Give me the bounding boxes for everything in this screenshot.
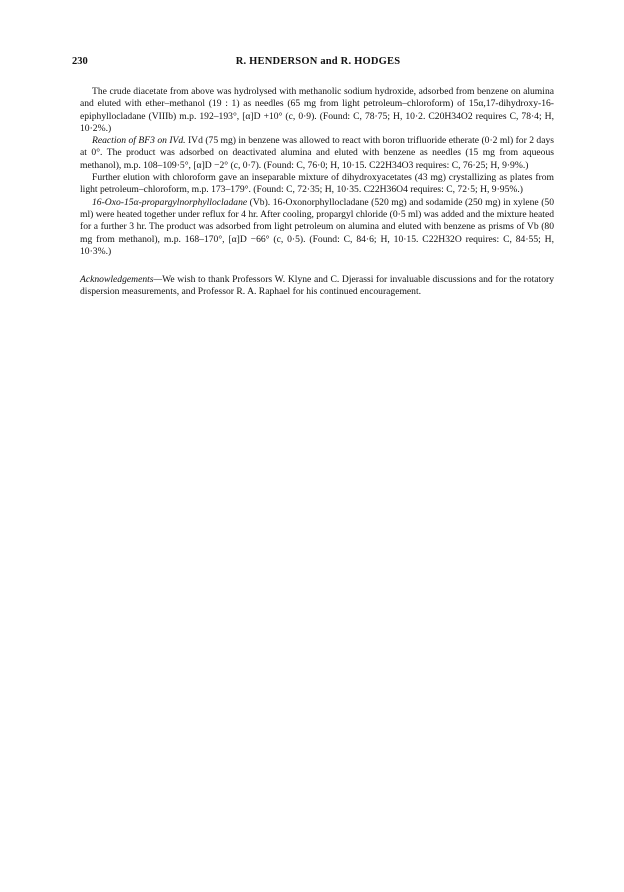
paragraph-hydrolysis: [80, 86, 554, 135]
paragraph-text: The crude diacetate from above was hydrolysed with methanolic sodium hydroxide, adsorbed from benzene on alumina and eluted with ether–methanol (19 : 1) as needles (65 mg from light petroleum–chloroform) of 15α,17-dihydroxy-16-epiphyllocladane (VIIIb) m.p. 192–193°, [α]D +10° (c, 0·9). (Found: C, 78·75; H, 10·2. C20H34O2 requires C, 78·4; H, 10·2%.): [80, 86, 554, 134]
paragraph-further-elution: [80, 172, 554, 197]
running-title: R. HENDERSON and R. HODGES: [235, 56, 401, 67]
running-head: [72, 56, 564, 70]
acknowledgements-lead: Acknowledgements—: [80, 274, 163, 286]
page-number: 230: [72, 56, 88, 67]
paragraph-propargyl: [80, 197, 554, 258]
article-body: [80, 86, 554, 299]
paragraph-lead: Reaction of BF3 on IVd.: [92, 135, 186, 147]
paragraph-text: IVd (75 mg) in benzene was allowed to react with boron trifluoride etherate (0·2 ml) for 2 days at 0°. The product was adsorbed on deactivated alumina and eluted with benzene as needles (15 mg from aqueous methanol), m.p. 108–109·5°, [α]D −2° (c, 0·7). (Found: C, 76·0; H, 10·15. C22H34O3 requires: C, 76·25; H, 9·9%.): [80, 135, 554, 171]
paragraph-text: (Vb). 16-Oxonorphyllocladane (520 mg) and sodamide (250 mg) in xylene (50 ml) were heated together under reflux for 4 hr. After cooling, propargyl chloride (0·5 ml) was added and the mixture heated for a further 3 hr. The product was adsorbed from light petroleum on alumina and eluted with benzene as prisms of Vb (80 mg from methanol), m.p. 168–170°, [α]D −66° (c, 0·5). (Found: C, 84·6; H, 10·15. C22H32O requires: C, 84·55; H, 10·3%.): [80, 196, 555, 257]
paragraph-text: Further elution with chloroform gave an inseparable mixture of dihydroxyacetates (43 mg) crystallizing as plates from light petroleum–chloroform, m.p. 173–179°. (Found: C, 72·35; H, 10·35. C22H36O4 requires: C, 72·5; H, 9·95%.): [80, 172, 554, 196]
section-gap: [80, 258, 554, 274]
paragraph-lead: 16-Oxo-15α-propargylnorphyllocladane: [92, 196, 248, 208]
acknowledgements-text: We wish to thank Professors W. Klyne and C. Djerassi for invaluable discussions and for the rotatory dispersion measurements, and Professor R. A. Raphael for his continued encouragement.: [80, 274, 554, 298]
acknowledgements: [80, 274, 554, 299]
paragraph-bf3-reaction: [80, 135, 554, 172]
